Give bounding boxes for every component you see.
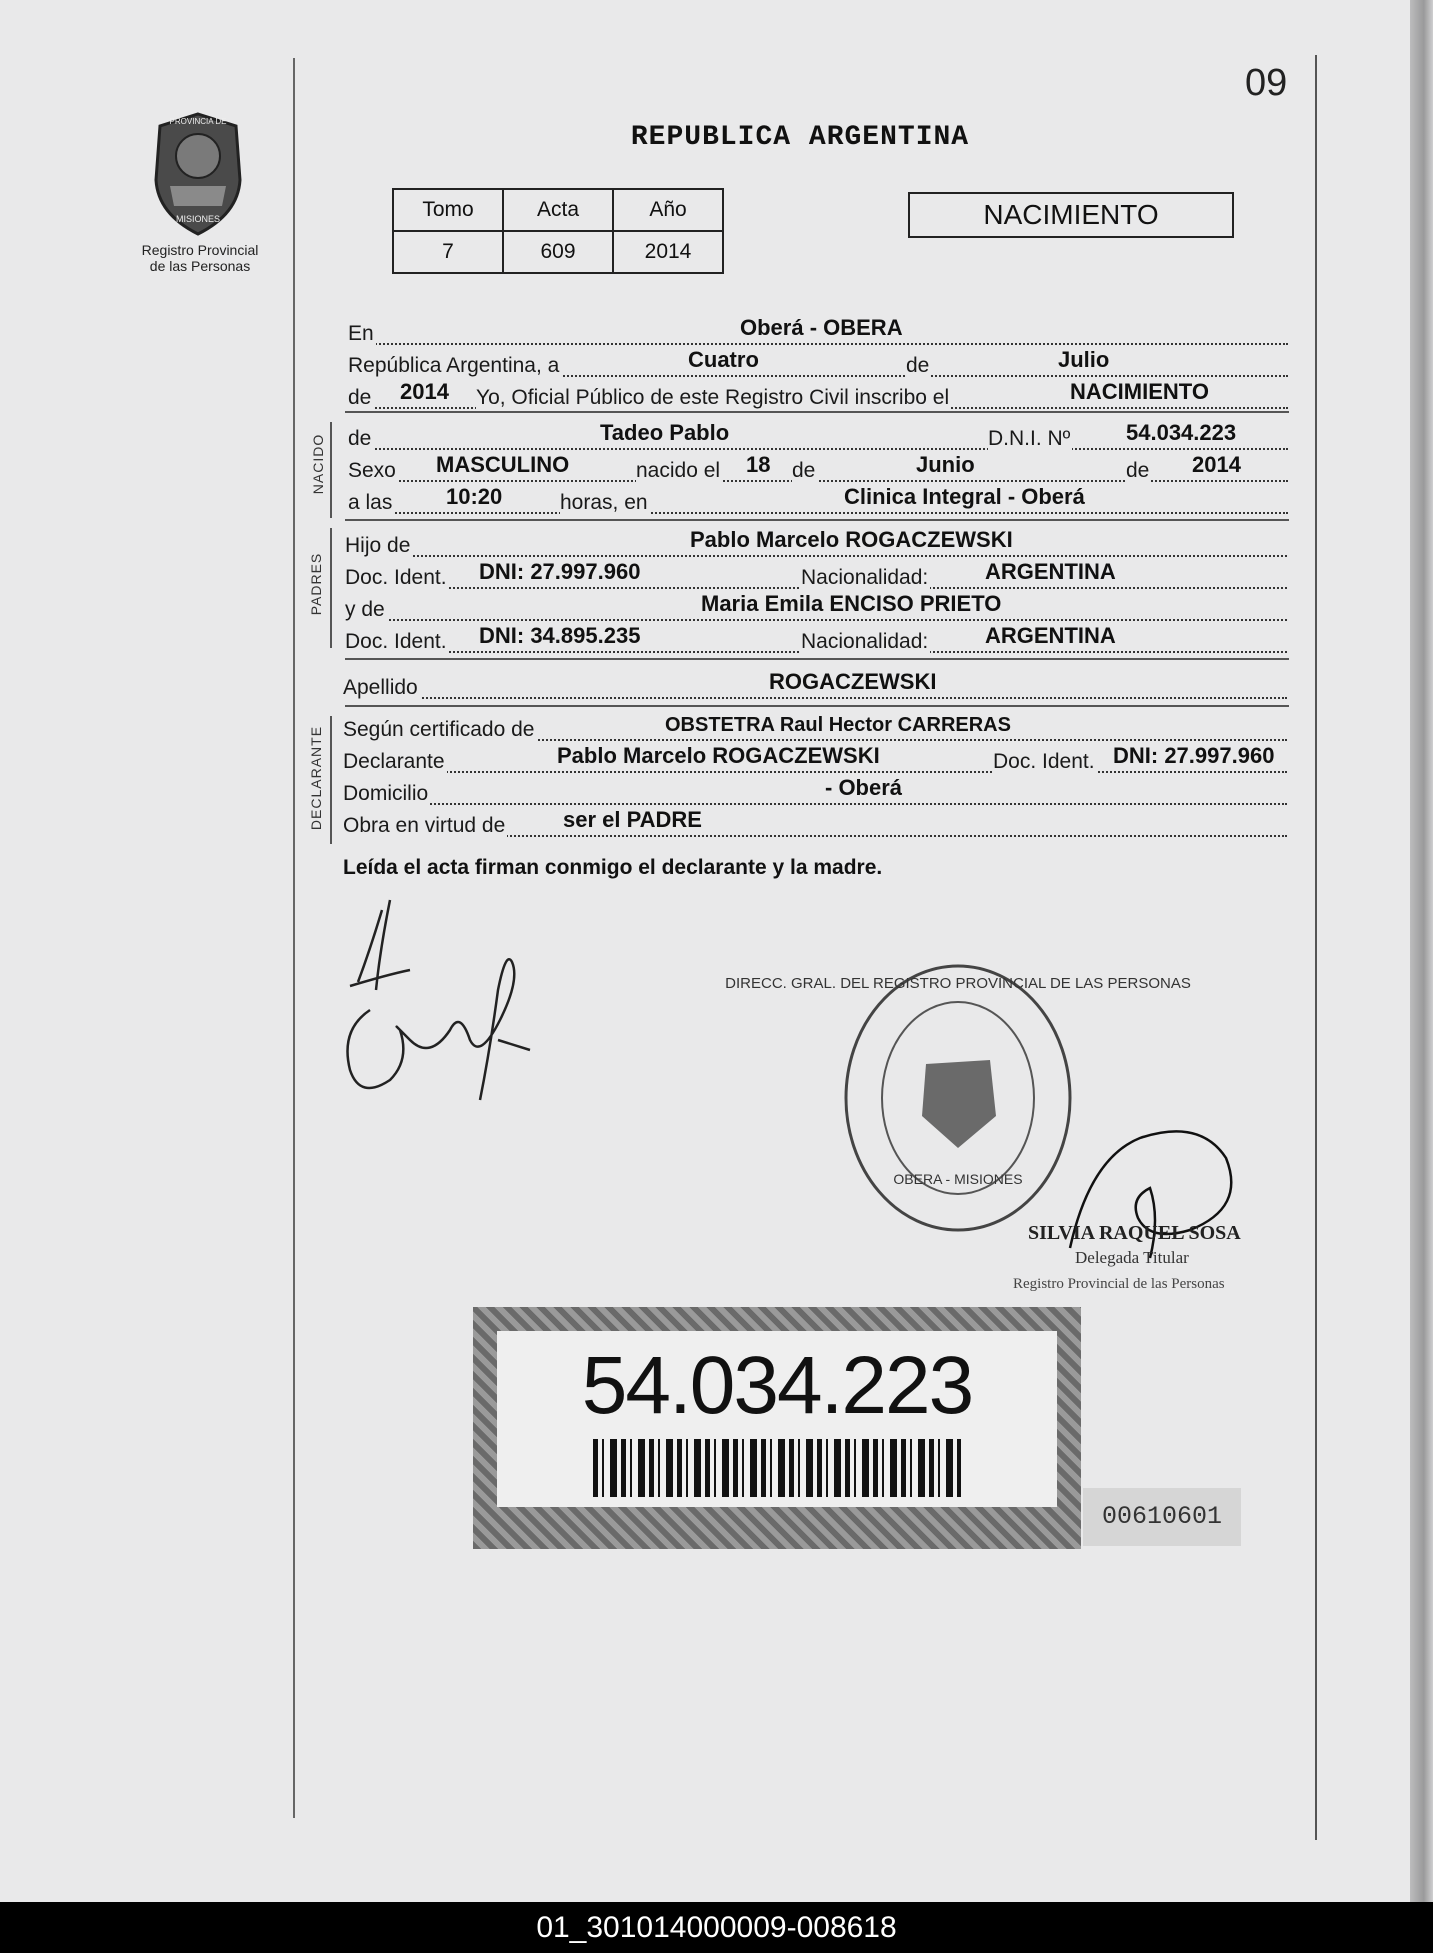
document-title: REPUBLICA ARGENTINA [630,122,970,153]
field-declarante: Declarante Pablo Marcelo ROGACZEWSKI Doc. Ident. DNI: 27.997.960 [343,746,1287,773]
field-nacido-name: de Tadeo Pablo D.N.I. Nº 54.034.223 [348,423,1288,450]
field-father-doc: Doc. Ident. DNI: 27.997.960 Nacionalidad: ARGENTINA [345,562,1287,589]
svg-text:PROVINCIA DE: PROVINCIA DE [169,117,227,126]
field-obra: Obra en virtud de ser el PADRE [343,810,1287,837]
header-acta: Acta [503,189,613,231]
signer-role: Delegada Titular [1075,1248,1189,1267]
separator [345,411,1289,413]
field-republica: República Argentina, a Cuatro de Julio [348,350,1288,377]
section-label-nacido: NACIDO [310,433,326,495]
serial-number: 00610601 [1083,1488,1241,1546]
field-hijo-de: Hijo de Pablo Marcelo ROGACZEWSKI [345,530,1287,557]
value-ano: 2014 [613,231,723,273]
record-table-values [393,231,723,273]
svg-text:DIRECC. GRAL. DEL REGISTRO PRO: DIRECC. GRAL. DEL REGISTRO PROVINCIAL DE LAS PERSONAS [725,975,1191,992]
page-number: 09 [1245,62,1288,104]
left-margin-line [293,58,295,1818]
section-bar-padres [330,528,332,648]
page-edge-shadow [1410,0,1433,1902]
record-table [392,188,724,274]
section-bar-nacido [330,422,332,518]
field-mother-doc: Doc. Ident. DNI: 34.895.235 Nacionalidad: ARGENTINA [345,626,1287,653]
separator [345,658,1289,660]
section-label-declarante: DECLARANTE [308,725,324,831]
barcode-number: 54.034.223 [581,1340,973,1431]
official-signature [1050,1118,1250,1268]
record-type-box: NACIMIENTO [908,192,1234,238]
separator [345,519,1289,521]
registry-seal-icon [148,110,248,238]
field-nacido-sexo: Sexo MASCULINO nacido el 18 de Junio de 2014 [348,455,1288,482]
seal-caption: Registro Provincial de las Personas [141,242,259,274]
record-table-header [393,189,723,231]
signer-name: SILVIA RAQUEL SOSA [1028,1222,1241,1244]
field-certificado: Según certificado de OBSTETRA Raul Hector CARRERAS [343,714,1287,741]
header-ano: Año [613,189,723,231]
separator [345,705,1289,707]
field-en: En Oberá - OBERA [348,318,1288,345]
section-bar-declarante [330,716,332,844]
field-domicilio: Domicilio - Oberá [343,778,1287,805]
field-y-de: y de Maria Emila ENCISO PRIETO [345,594,1287,621]
svg-text:MISIONES: MISIONES [175,214,221,224]
field-year-line: de 2014 Yo, Oficial Público de este Registro Civil inscribo el NACIMIENTO [348,382,1288,409]
value-tomo: 7 [393,231,503,273]
header-tomo: Tomo [393,189,503,231]
field-nacido-hora: a las 10:20 horas, en Clinica Integral - Oberá [348,487,1288,514]
signer-office: Registro Provincial de las Personas [1013,1276,1225,1292]
closing-note: Leída el acta firman conmigo el declarante y la madre. [343,856,883,879]
svg-text:OBERA - MISIONES: OBERA - MISIONES [893,1171,1023,1187]
declarant-signature [330,890,560,1120]
field-apellido: Apellido ROGACZEWSKI [343,672,1287,699]
right-margin-line [1315,55,1317,1840]
section-label-padres: PADRES [308,552,324,616]
barcode-icon [593,1439,961,1497]
value-acta: 609 [503,231,613,273]
barcode-label [473,1307,1081,1549]
footer-file-id: 01_301014000009-008618 [536,1911,897,1944]
